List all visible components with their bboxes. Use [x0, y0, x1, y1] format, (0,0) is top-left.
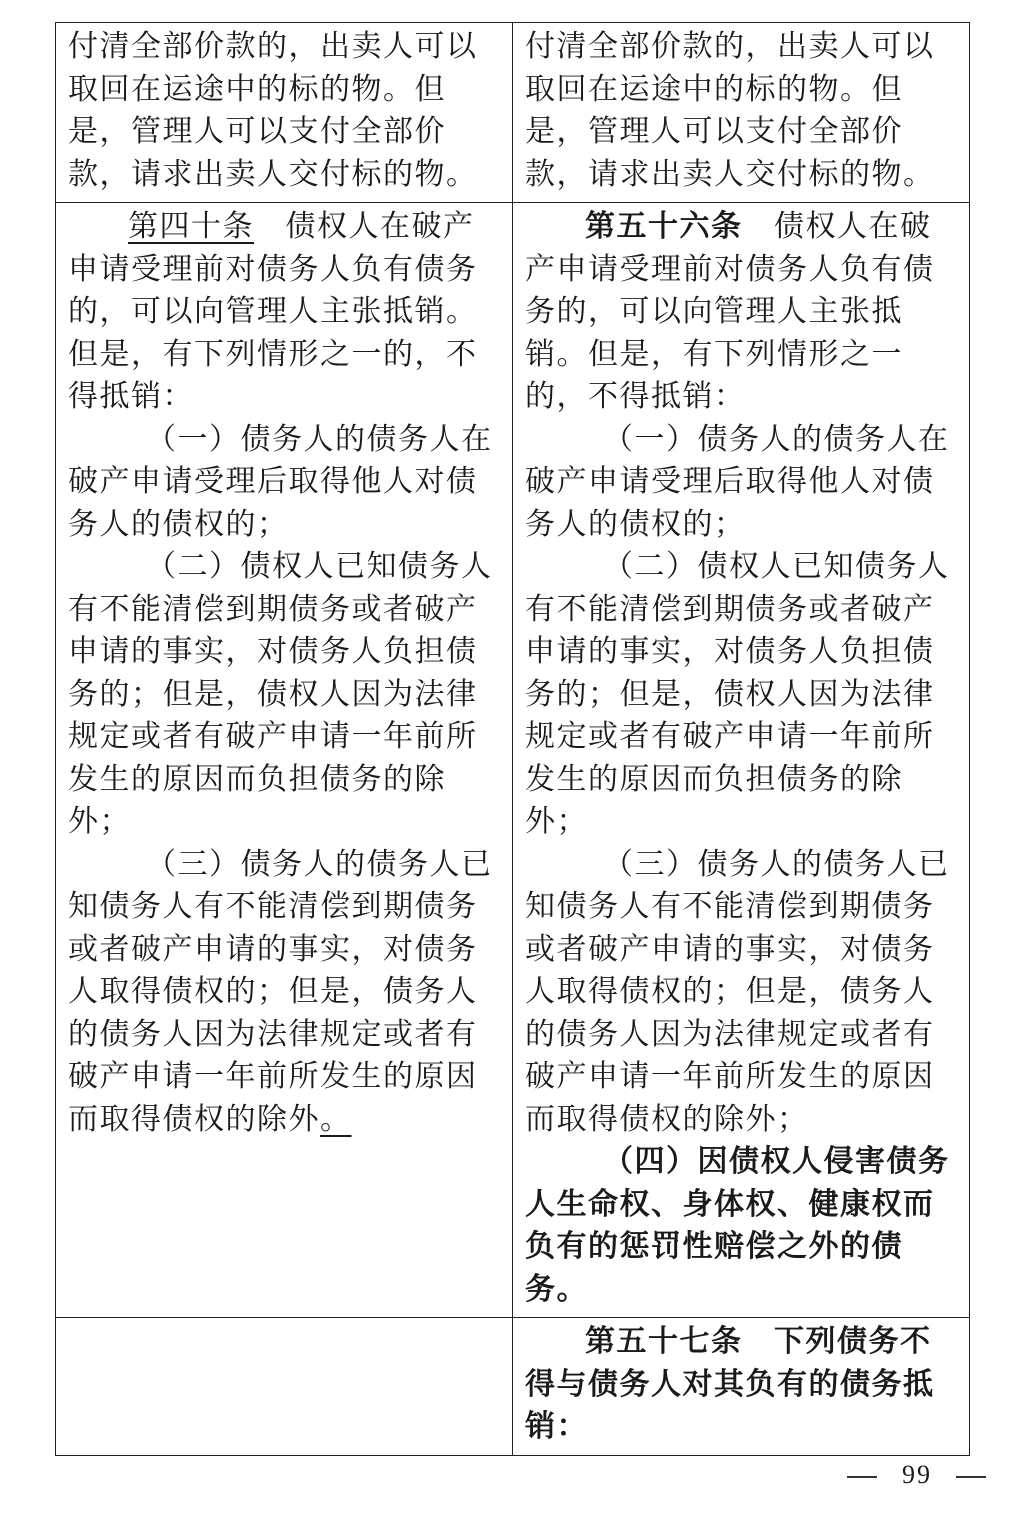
- left-cell: [56, 23, 513, 203]
- article-body: 债权人在破产申请受理前对债务人负有债务的，可以向管理人主张抵销。但是，有下列情形之一的，不得抵销：: [525, 209, 935, 414]
- article-title: 第四十条: [128, 209, 254, 244]
- paragraph: 付清全部价款的，出卖人可以取回在运途中的标的物。但是，管理人可以支付全部价款，请求出卖人交付标的物。: [525, 29, 935, 192]
- comparison-table: [55, 22, 970, 1456]
- table-row: [56, 203, 970, 1318]
- article-body: 债权人在破产申请受理前对债务人负有债务的，可以向管理人主张抵销。但是，有下列情形之一的，不得抵销：: [68, 209, 478, 414]
- article-paragraph: [68, 206, 500, 419]
- list-item: [68, 844, 500, 1142]
- article-title: 第五十六条: [585, 209, 743, 244]
- deleted-mark: 。: [320, 1101, 352, 1137]
- footer-dash: [956, 1476, 986, 1478]
- added-list-item: （四）因债权人侵害债务人生命权、身体权、健康权而负有的惩罚性赔偿之外的债务。: [525, 1144, 950, 1307]
- left-cell: [56, 203, 513, 1318]
- table-row: [56, 23, 970, 203]
- article-paragraph: 第五十七条 下列债务不得与债务人对其负有的债务抵销：: [525, 1324, 935, 1444]
- page-footer: [0, 1460, 1024, 1494]
- right-cell: [513, 203, 970, 1318]
- right-cell: [513, 23, 970, 203]
- list-item-text: （三）债务人的债务人已知债务人有不能清偿到期债务或者破产申请的事实，对债务人取得债权的；但是，债务人的债务人因为法律规定或者有破产申请一年前所发生的原因而取得债权的除外: [68, 846, 493, 1137]
- table-row: [56, 1318, 970, 1456]
- list-item: （一）债务人的债务人在破产申请受理后取得他人对债务人的债权的；: [68, 421, 493, 542]
- left-cell: [56, 1318, 513, 1456]
- paragraph: 付清全部价款的，出卖人可以取回在运途中的标的物。但是，管理人可以支付全部价款，请求出卖人交付标的物。: [68, 29, 478, 192]
- list-item: （二）债权人已知债务人有不能清偿到期债务或者破产申请的事实，对债务人负担债务的；但是，债权人因为法律规定或者有破产申请一年前所发生的原因而负担债务的除外；: [68, 549, 493, 839]
- list-item: （三）债务人的债务人已知债务人有不能清偿到期债务或者破产申请的事实，对债务人取得债权的；但是，债务人的债务人因为法律规定或者有破产申请一年前所发生的原因而取得债权的除外；: [525, 846, 950, 1137]
- footer-dash: [847, 1476, 877, 1478]
- list-item: （一）债务人的债务人在破产申请受理后取得他人对债务人的债权的；: [525, 421, 950, 542]
- article-paragraph: [525, 206, 957, 419]
- list-item: （二）债权人已知债务人有不能清偿到期债务或者破产申请的事实，对债务人负担债务的；但是，债权人因为法律规定或者有破产申请一年前所发生的原因而负担债务的除外；: [525, 549, 950, 839]
- right-cell: [513, 1318, 970, 1456]
- page-number: 99: [902, 1460, 932, 1489]
